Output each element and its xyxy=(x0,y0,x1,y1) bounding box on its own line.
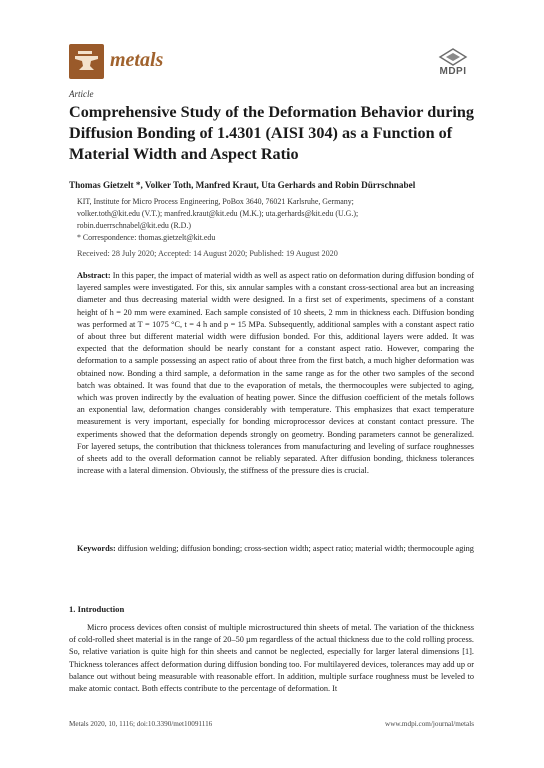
publisher-logo xyxy=(431,48,475,78)
affiliation-line: volker.toth@kit.edu (V.T.); manfred.kraut@kit.edu (M.K.); uta.gerhards@kit.edu (U.G.); xyxy=(77,209,359,218)
intro-paragraph: Micro process devices often consist of multiple microstructured thin sheets of metal. The variation of the thickness of cold-rolled sheet material is in the range of 20–50 µm regardless of the actual thickness due to the cold rolling process. So, relative variation is quite high for thin sheets and cannot be neglected, especially for larger lateral dimensions [1]. Thickness tolerances affect deformation during diffusion bonding too. For multilayered devices, tolerances may add up or balance out without being measurable with reasonable effort. In addition, multiple surface roughness must be leveled to make atomic contact. Both effects contribute to the percentage of deformation. It xyxy=(69,623,474,694)
abstract-label: Abstract: xyxy=(77,271,111,280)
abstract xyxy=(77,270,474,477)
footer-url[interactable]: www.mdpi.com/journal/metals xyxy=(385,720,474,728)
metals-anvil-logo-icon xyxy=(69,44,104,79)
affiliation-line: robin.duerrschnabel@kit.edu (R.D.) xyxy=(77,221,191,230)
section-heading: 1. Introduction xyxy=(69,604,125,614)
keywords-text: diffusion welding; diffusion bonding; cross-section width; aspect ratio; material width; thermocouple aging xyxy=(117,544,474,553)
footer-citation: Metals 2020, 10, 1116; doi:10.3390/met10091116 xyxy=(69,720,213,728)
mdpi-logo-icon xyxy=(431,48,475,68)
keywords xyxy=(77,543,474,555)
author-list: Thomas Gietzelt *, Volker Toth, Manfred Kraut, Uta Gerhards and Robin Dürrschnabel xyxy=(69,180,416,190)
affiliation-line: KIT, Institute for Micro Process Engineering, PoBox 3640, 76021 Karlsruhe, Germany; xyxy=(77,197,354,206)
publication-dates: Received: 28 July 2020; Accepted: 14 August 2020; Published: 19 August 2020 xyxy=(77,249,338,258)
article-type: Article xyxy=(69,89,94,99)
journal-logo xyxy=(69,44,104,79)
abstract-text: In this paper, the impact of material width as well as aspect ratio on deformation during diffusion bonding of layered samples were investigated. For this, six annular samples with a constant cross-sectional area but an increasing diameter and thus decreasing material width were designed. In a first set of experiments, specimens of a constant height of h = 20 mm were examined. Each sample consisted of 10 sheets, 2 mm in thickness each. Diffusion bonding was performed at T = 1075 °C, t = 4 h and p = 15 MPa. Subsequently, additional samples with a constant aspect ratio of about three but different material width were diffusion bonded. For this, additional layers were added. It was expected that the deformation should be nearly constant for a constant aspect ratio. However, comparing the deformation to a sample possessing an aspect ratio of about three from the first batch, a much higher deformation was obtained now. Bonding a third sample, a deformation in the same range as for the other two samples of the second batch was obtained. It was found that due to the evaporation of metals, the thermocouples were subjected to aging, which was proven indirectly by the evaluation of heating power. Since the diffusion coefficient of the metals follows an exponential law, deformation changes considerably with temperature. This emphasizes that exact temperature measurement is very important, especially for bonding microprocessor devices at constant contact pressure. The experiments showed that the deformation depends strongly on geometry. Bonding parameters cannot be generalized. For layered setups, the contribution that thickness tolerances from manufacturing and leveling of surface roughnesses of sheets add to the overall deformation cannot be reliably separated. After diffusion bonding, thickness tolerances increase with a lateral dimension. Obviously, the stiffness of the pressure dies is crucial. xyxy=(77,271,475,476)
publisher-name: MDPI xyxy=(439,66,467,77)
keywords-label: Keywords: xyxy=(77,544,116,553)
correspondence-line: * Correspondence: thomas.gietzelt@kit.edu xyxy=(77,233,216,242)
article-title: Comprehensive Study of the Deformation Behavior during Diffusion Bonding of 1.4301 (AISI 304) as a Function of Material Width and Aspect Ratio xyxy=(69,103,474,163)
journal-name: metals xyxy=(110,49,164,71)
